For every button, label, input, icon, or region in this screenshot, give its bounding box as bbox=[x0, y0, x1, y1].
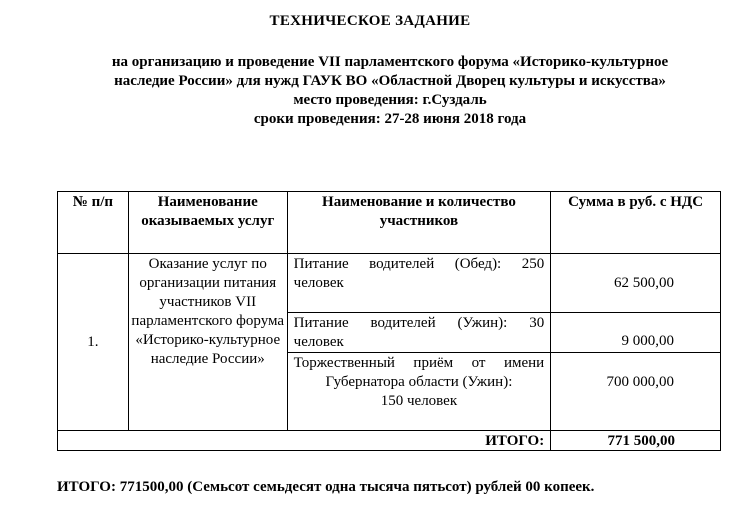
document-subtitle bbox=[40, 53, 740, 129]
specification-table bbox=[57, 191, 721, 451]
sum-item-1: 62 500,00 bbox=[551, 254, 721, 313]
column-header-number: № п/п bbox=[58, 192, 129, 254]
participants-item-2-line-2: человек bbox=[293, 334, 344, 350]
table-header-row bbox=[58, 192, 721, 254]
table-row bbox=[58, 254, 721, 313]
participants-item-2 bbox=[287, 313, 551, 353]
participants-item-3-line-1: Торжественный приём от имени bbox=[293, 355, 545, 371]
service-description: Оказание услуг по организации питания участников VII парламентского форума «Историко-культурное наследие России» bbox=[128, 254, 287, 431]
total-in-words: ИТОГО: 771500,00 (Семьсот семьдесят одна тысяча пятьсот) рублей 00 копеек. bbox=[57, 479, 595, 495]
subtitle-line-2: наследие России» для нужд ГАУК ВО «Областной Дворец культуры и искусства» bbox=[114, 73, 666, 89]
document-title: ТЕХНИЧЕСКОЕ ЗАДАНИЕ bbox=[269, 13, 471, 29]
column-header-service: Наименование оказываемых услуг bbox=[128, 192, 287, 254]
column-header-participants: Наименование и количество участников bbox=[287, 192, 551, 254]
participants-item-3-line-3: 150 человек bbox=[380, 393, 458, 409]
participants-item-3-line-2: Губернатора области (Ужин): bbox=[325, 374, 513, 390]
participants-item-1 bbox=[287, 254, 551, 313]
sum-item-3: 700 000,00 bbox=[551, 353, 721, 431]
table-total-row bbox=[58, 431, 721, 451]
total-label: ИТОГО: bbox=[58, 431, 551, 451]
sum-item-2: 9 000,00 bbox=[551, 313, 721, 353]
participants-item-1-line-1: Питание водителей (Обед): 250 bbox=[293, 256, 545, 272]
subtitle-line-1: на организацию и проведение VII парламентского форума «Историко-культурное bbox=[111, 54, 669, 70]
participants-item-2-line-1: Питание водителей (Ужин): 30 bbox=[293, 315, 545, 331]
row-number: 1. bbox=[58, 254, 129, 431]
participants-item-3 bbox=[287, 353, 551, 431]
venue-line: место проведения: г.Суздаль bbox=[293, 92, 487, 108]
total-sum: 771 500,00 bbox=[551, 431, 721, 451]
dates-line: сроки проведения: 27-28 июня 2018 года bbox=[253, 111, 527, 127]
participants-item-1-line-2: человек bbox=[293, 275, 344, 291]
column-header-sum: Сумма в руб. с НДС bbox=[551, 192, 721, 254]
